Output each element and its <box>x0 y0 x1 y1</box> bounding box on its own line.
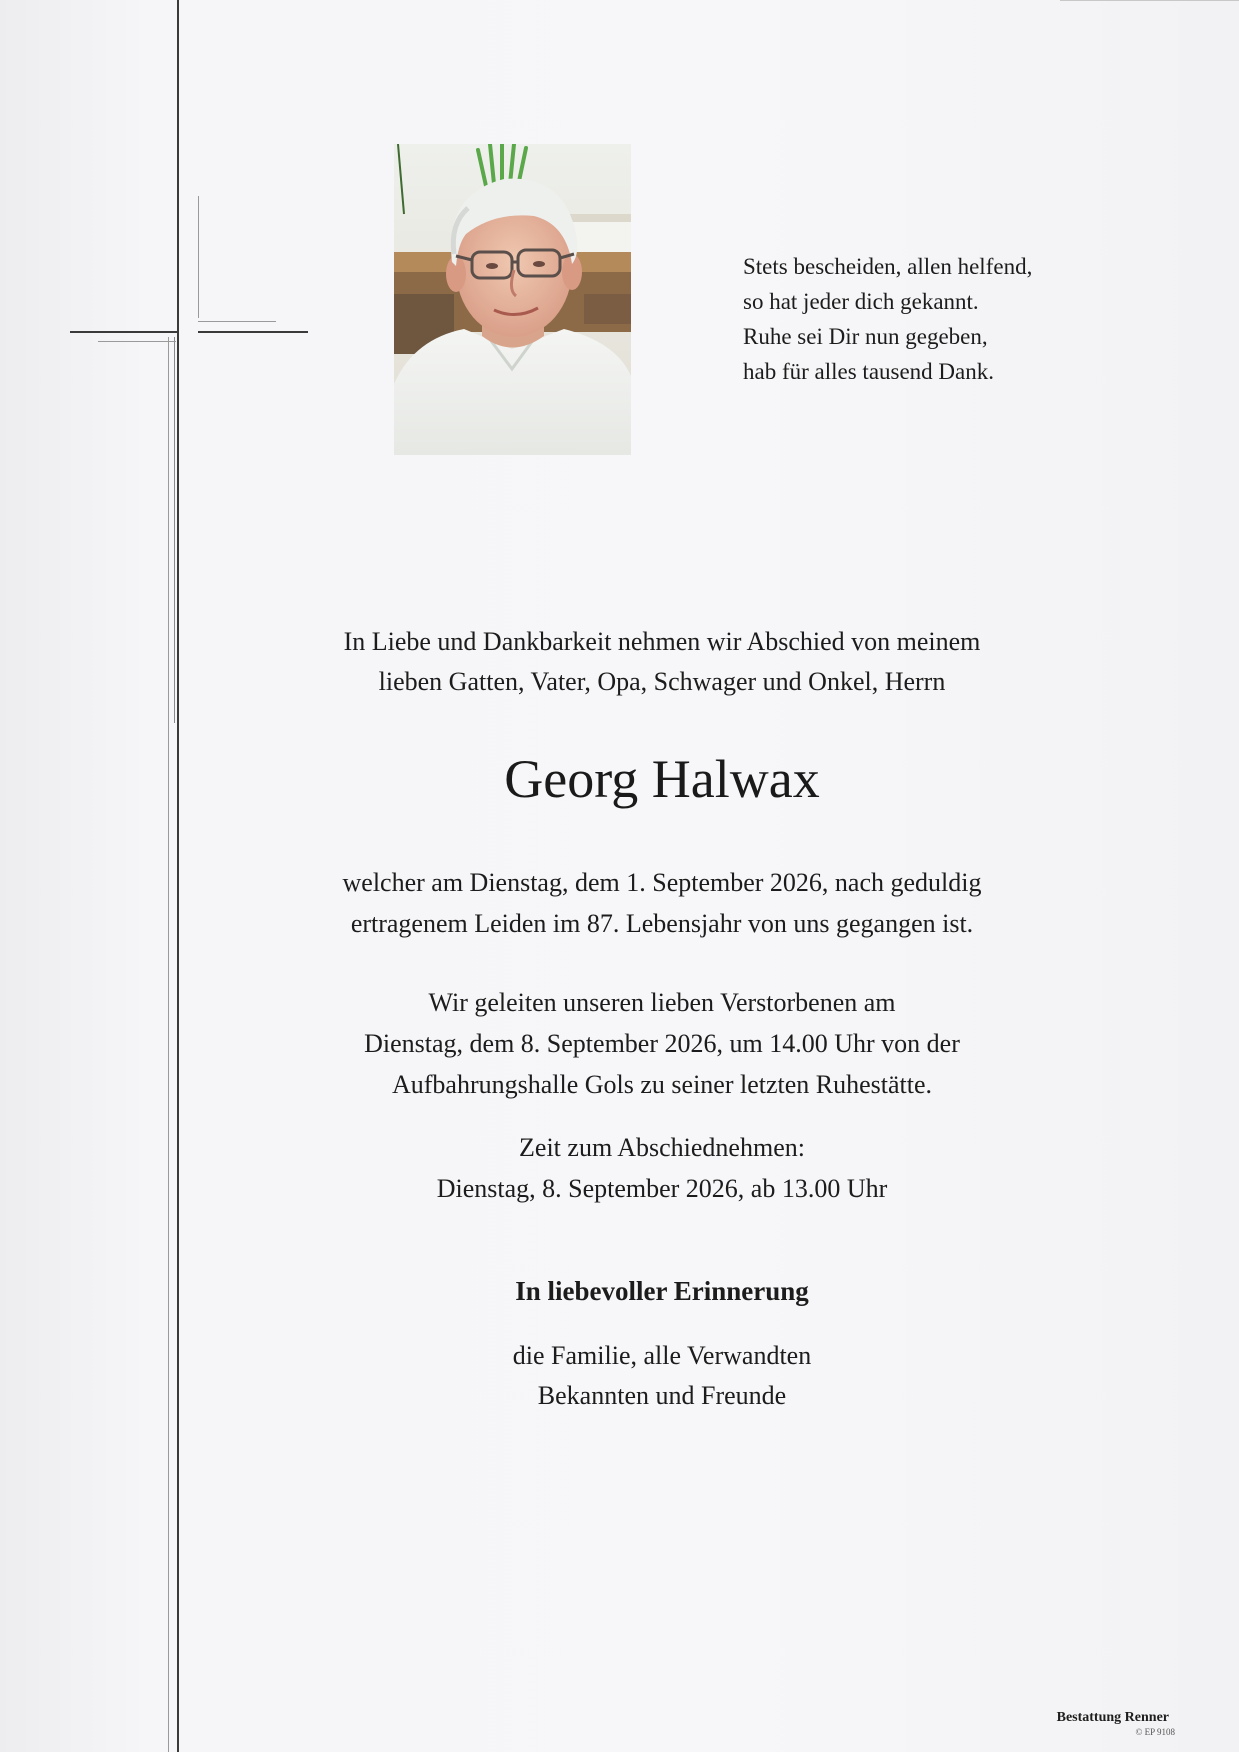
intro-line: In Liebe und Dankbarkeit nehmen wir Abschied von meinem <box>343 627 981 656</box>
cross-vertical-shadow-line <box>174 337 175 723</box>
template-code: © EP 9108 <box>1135 1727 1175 1737</box>
cross-upper-inner-line <box>198 196 199 318</box>
funeral-details <box>262 982 1062 1105</box>
intro-line: lieben Gatten, Vater, Opa, Schwager und Onkel, Herrn <box>378 667 946 696</box>
verse-line: Ruhe sei Dir nun gegeben, <box>743 324 988 349</box>
mourners-list <box>262 1336 1062 1416</box>
cross-left-arm <box>70 331 178 333</box>
verse-line: hab für alles tausend Dank. <box>743 359 995 384</box>
page-edge <box>1060 0 1239 1</box>
farewell-line: Zeit zum Abschiednehmen: <box>519 1133 805 1162</box>
death-notice-line: ertragenem Leiden im 87. Lebensjahr von uns gegangen ist. <box>350 909 974 938</box>
funeral-line: Wir geleiten unseren lieben Verstorbenen am <box>428 988 896 1017</box>
farewell-line: Dienstag, 8. September 2026, ab 13.00 Uhr <box>436 1174 888 1203</box>
funeral-line: Aufbahrungshalle Gols zu seiner letzten Ruhestätte. <box>391 1070 933 1099</box>
memory-heading: In liebevoller Erinnerung <box>515 1276 809 1306</box>
verse-line: Stets bescheiden, allen helfend, <box>743 254 1033 279</box>
cross-vertical-line <box>177 0 179 1752</box>
intro-text <box>262 622 1062 702</box>
funeral-home-name: Bestattung Renner <box>1056 1710 1169 1725</box>
funeral-line: Dienstag, dem 8. September 2026, um 14.00 Uhr von der <box>364 1029 960 1058</box>
memorial-verse <box>743 249 1073 389</box>
death-notice <box>262 862 1062 944</box>
mourners-line: Bekannten und Freunde <box>537 1381 787 1410</box>
death-notice-line: welcher am Dienstag, dem 1. September 2026, nach geduldig <box>342 868 982 897</box>
farewell-time <box>262 1127 1062 1209</box>
cross-left-arm-inner <box>98 341 176 342</box>
mourners-line: die Familie, alle Verwandten <box>512 1341 812 1370</box>
verse-line: so hat jeder dich gekannt. <box>743 289 979 314</box>
cross-right-arm-inner <box>198 321 276 322</box>
cross-vertical-inner-line <box>168 337 169 1752</box>
cross-right-arm <box>198 331 308 333</box>
deceased-name: Georg Halwax <box>504 749 820 809</box>
portrait-photo <box>394 144 631 455</box>
